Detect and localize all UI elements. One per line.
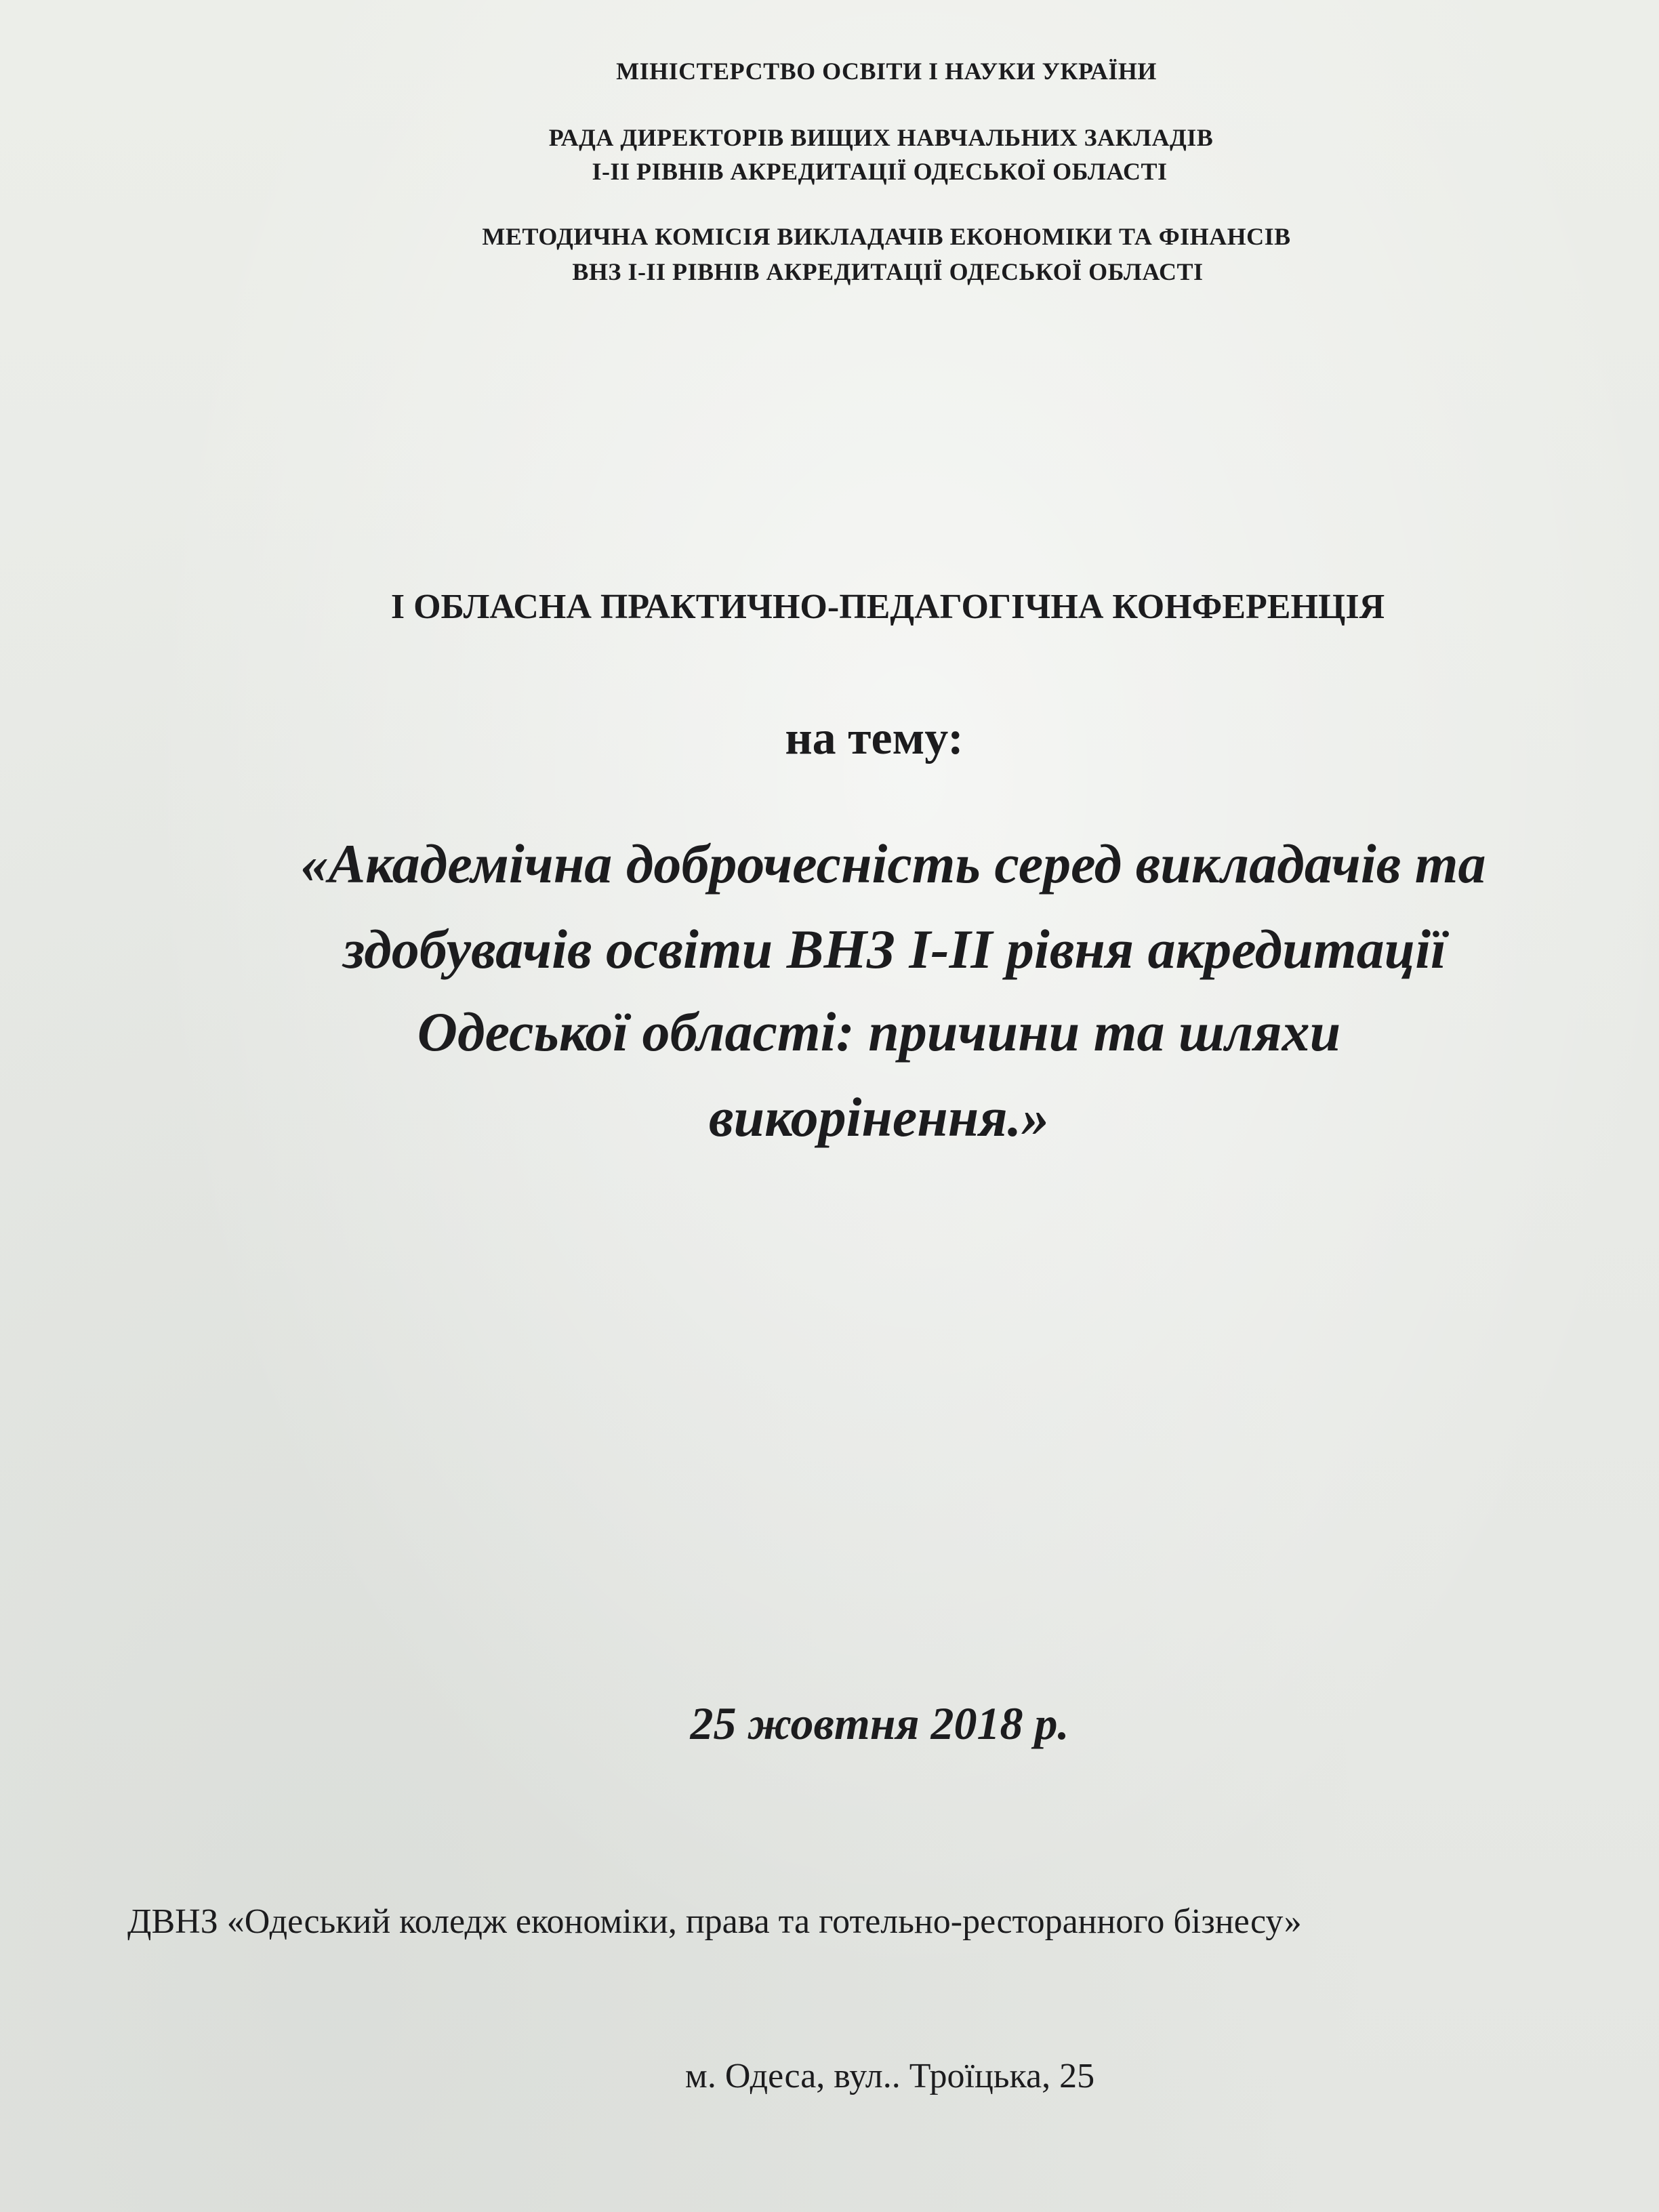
council-heading-line1: РАДА ДИРЕКТОРІВ ВИЩИХ НАВЧАЛЬНИХ ЗАКЛАДІВ — [548, 124, 1214, 151]
address: м. Одеса, вул.. Троїцька, 25 — [684, 2057, 1095, 2095]
topic-line-4: викорінення.» — [708, 1086, 1050, 1148]
host-institution: ДВНЗ «Одеський коледж економіки, права та готельно-ресторанного бізнесу» — [127, 1902, 1302, 1941]
conference-date: 25 жовтня 2018 р. — [690, 1698, 1069, 1749]
theme-label: на тему: — [785, 712, 964, 764]
council-heading-line2: І-ІІ РІВНІВ АКРЕДИТАЦІЇ ОДЕСЬКОЇ ОБЛАСТІ — [592, 158, 1168, 185]
topic-line-3: Одеської області: причини та шляхи — [417, 1001, 1341, 1063]
commission-heading-line1: МЕТОДИЧНА КОМІСІЯ ВИКЛАДАЧІВ ЕКОНОМІКИ ТА ФІНАНСІВ — [482, 223, 1291, 250]
topic-line-1: «Академічна доброчесність серед викладачів та — [300, 833, 1486, 895]
commission-heading-line2: ВНЗ І-ІІ РІВНІВ АКРЕДИТАЦІЇ ОДЕСЬКОЇ ОБЛАСТІ — [572, 258, 1204, 285]
topic-line-2: здобувачів освіти ВНЗ І-ІІ рівня акредитації — [343, 918, 1446, 980]
ministry-heading: МІНІСТЕРСТВО ОСВІТИ І НАУКИ УКРАЇНИ — [616, 58, 1157, 85]
conference-title: І ОБЛАСНА ПРАКТИЧНО-ПЕДАГОГІЧНА КОНФЕРЕНЦІЯ — [390, 588, 1385, 626]
